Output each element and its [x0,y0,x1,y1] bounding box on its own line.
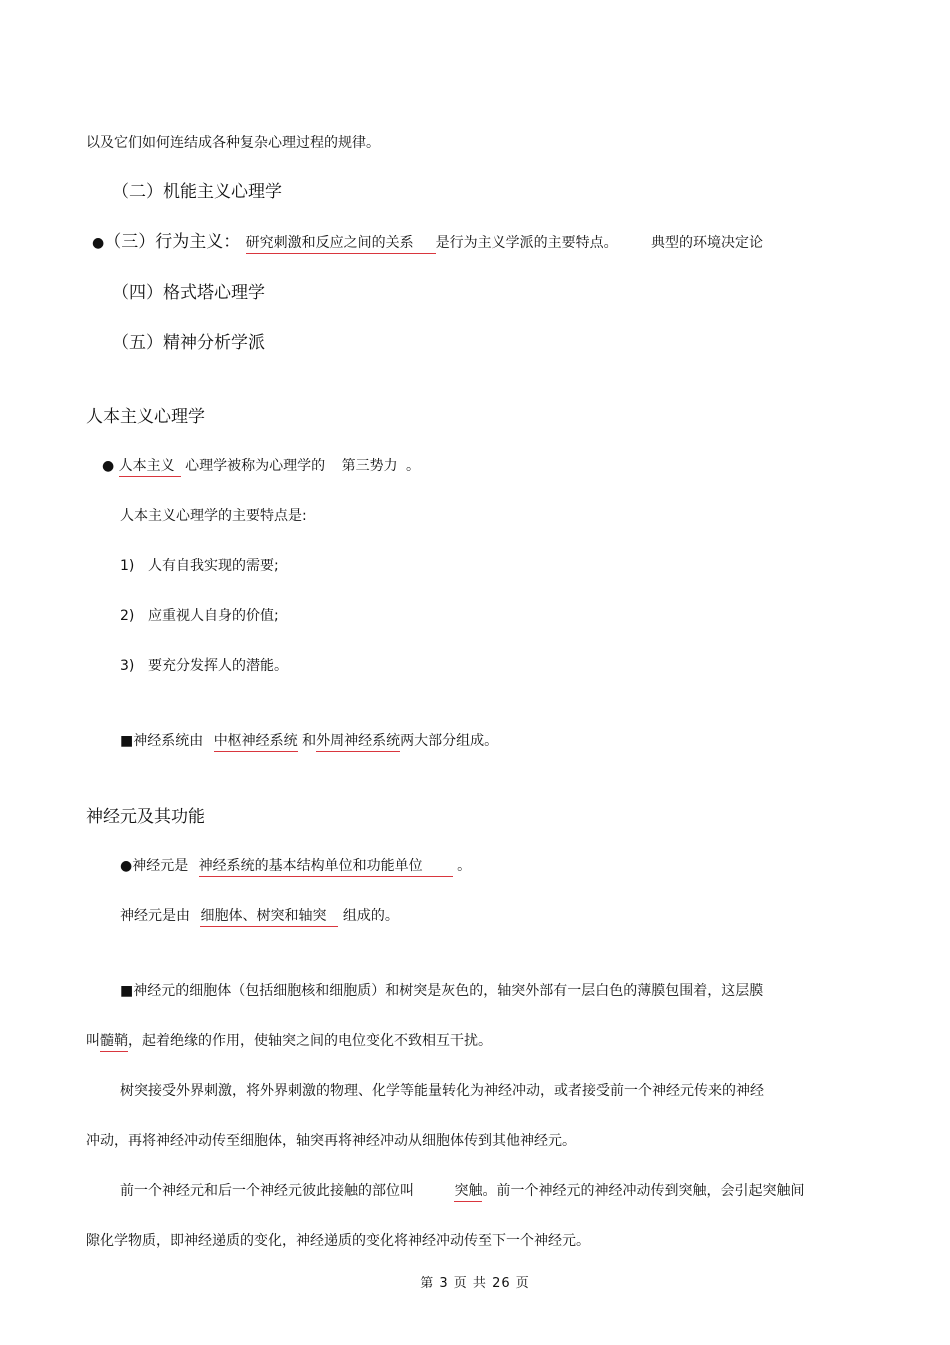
behaviorism-text: 是行为主义学派的主要特点。 [435,235,618,251]
paragraph-dendrite-line2: 冲动，再将神经冲动传至细胞体，轴突再将神经冲动从细胞体传到其他神经元。 [86,1133,576,1149]
heading-functionalism: （二）机能主义心理学 [112,182,282,202]
answer-blank-third-force: 第三势力 [341,458,398,474]
bullet-icon: ● [102,458,115,474]
bullet-icon: ● [92,235,105,251]
section-title-humanism: 人本主义心理学 [86,407,205,427]
humanism-mid-text: 心理学被称为心理学的 [185,458,326,474]
answer-blank-neuron-def: 神经系统的基本结构单位和功能单位 [199,857,453,877]
nervous-and: 和 [302,733,317,749]
neuron-comp-pre: 神经元是由 [120,908,190,924]
paragraph-synapse-line1 [120,1181,804,1202]
synapse-post: 。前一个神经元的神经冲动传到突触，会引起突触间 [482,1183,805,1199]
nervous-system-statement [120,731,498,752]
page-footer [0,1272,950,1291]
list-number: 2) [120,608,135,624]
answer-blank-synapse: 突触 [454,1182,482,1202]
list-item [120,656,288,676]
paragraph-myelin-line2 [86,1031,492,1052]
neuron-def-pre: 神经元是 [132,858,189,874]
nervous-pre: 神经系统由 [133,733,204,749]
list-text: 人有自我实现的需要; [148,558,279,574]
current-page-number: 3 [439,1276,449,1291]
footer-pre: 第 [420,1276,435,1291]
neuron-definition [120,856,471,877]
list-text: 要充分发挥人的潜能。 [148,658,288,674]
list-item [120,606,279,626]
myelin-pre: 叫 [86,1033,100,1049]
footer-mid: 页 共 [453,1276,487,1291]
list-number: 3) [120,658,135,674]
square-bullet-icon: ■ [120,733,134,749]
answer-blank-pns: 外周神经系统 [316,732,400,752]
answer-blank-cns: 中枢神经系统 [214,732,298,752]
paragraph-continuation: 以及它们如何连结成各种复杂心理过程的规律。 [86,135,380,151]
list-text: 应重视人自身的价值; [148,608,279,624]
section-title-neuron: 神经元及其功能 [86,807,205,827]
period: 。 [406,458,421,474]
synapse-pre: 前一个神经元和后一个神经元彼此接触的部位叫 [120,1183,414,1199]
behaviorism-note: 典型的环境决定论 [651,235,764,251]
paragraph-dendrite-line1: 树突接受外界刺激，将外界刺激的物理、化学等能量转化为神经冲动，或者接受前一个神经元传来的神经 [120,1083,764,1099]
behaviorism-label: （三）行为主义： [104,232,241,252]
total-page-count: 26 [492,1276,511,1291]
myelin-text: 神经元的细胞体（包括细胞核和细胞质）和树突是灰色的，轴突外部有一层白色的薄膜包围着，这层膜 [133,983,764,999]
answer-blank-neuron-parts: 细胞体、树突和轴突 [200,907,338,927]
answer-blank-behaviorism: 研究刺激和反应之间的关系 [246,234,436,254]
heading-behaviorism [92,230,763,255]
answer-blank-humanism: 人本主义 [119,457,181,477]
footer-post: 页 [515,1276,530,1291]
neuron-comp-post: 组成的。 [342,908,399,924]
period: 。 [457,858,472,874]
heading-psychoanalysis: （五）精神分析学派 [112,333,265,353]
humanism-lead: 人本主义心理学的主要特点是: [120,508,307,524]
list-item [120,556,279,576]
neuron-composition [120,906,399,927]
bullet-icon: ● [120,858,133,874]
square-bullet-icon: ■ [120,983,134,999]
paragraph-synapse-line2: 隙化学物质，即神经递质的变化，神经递质的变化将神经冲动传至下一个神经元。 [86,1233,590,1249]
myelin-post: ，起着绝缘的作用，使轴突之间的电位变化不致相互干扰。 [128,1033,492,1049]
list-number: 1) [120,558,135,574]
paragraph-myelin-line1 [120,981,763,1001]
humanism-statement [102,456,420,477]
nervous-post: 两大部分组成。 [400,733,499,749]
heading-gestalt: （四）格式塔心理学 [112,283,265,303]
answer-blank-myelin: 髓鞘 [100,1032,128,1052]
